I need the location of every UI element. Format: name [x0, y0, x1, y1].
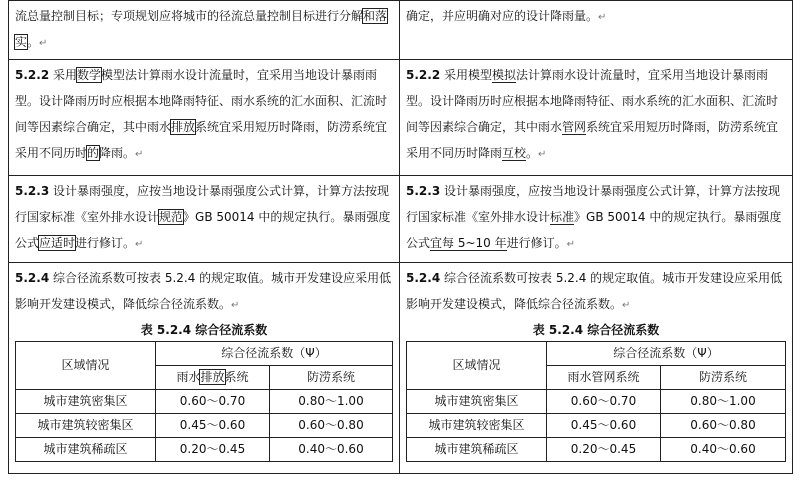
cell-new-5-2-3: 5.2.3 设计暴雨强度，应按当地设计暴雨强度公式计算，计算方法按现行国家标准《室外排水设计标准》GB 50014 中的规定执行。暴雨强度公式宜每 5~10 年进行修订。↵ — [400, 176, 793, 263]
header-coefficient: 综合径流系数（Ψ） — [156, 342, 393, 366]
clause-number: 5.2.4 — [15, 271, 50, 285]
row-1 — [9, 1, 793, 60]
changed-word: 模拟 — [492, 68, 517, 82]
cell-flood: 0.80～1.00 — [661, 390, 786, 414]
changed-word: 标准 — [550, 210, 575, 224]
clause-text: 法计算雨水设计流量时，宜采用当地设计暴雨雨型。设计降雨历时应根据本地降雨特征、雨水系统的汇水面积、汇流时间等因素综合确定，其中雨水 — [406, 68, 779, 134]
old-text-end: 。 — [27, 35, 40, 49]
cell-old-5-2-2: 5.2.2 采用数学模型法计算雨水设计流量时，宜采用当地设计暴雨雨型。设计降雨历时应根据本地降雨特征、雨水系统的汇水面积、汇流时间等因素综合确定，其中雨水排放系统宜采用短历时降雨，防涝系统宜采用不同历时的降雨。↵ — [9, 60, 400, 176]
cell-area: 城市建筑密集区 — [407, 390, 547, 414]
cell-old-5-2-4: 5.2.4 综合径流系数可按表 5.2.4 的规定取值。城市开发建设应采用低影响开发建设模式，降低综合径流系数。↵ 表 5.2.4 综合径流系数 区域情况 综合径流系数（Ψ） 雨水排放系统 防涝系统 城市建筑密集区 0.60～0.70 0.80～1.00 城市建筑较密集区 0.45～0.60 0.60～0.80 城市建筑稀疏区 0.20～0.45 0.40～0.60 — [9, 263, 400, 474]
header-flood-system: 防涝系统 — [661, 366, 786, 390]
changed-word: 数学 — [77, 68, 102, 82]
clause-text: 综合径流系数可按表 5.2.4 的规定取值。城市开发建设应采用低影响开发建设模式，降低综合径流系数。 — [406, 271, 783, 311]
clause-text: 降雨。 — [99, 146, 136, 160]
changed-word: 的 — [87, 146, 100, 160]
clause-text: 采用 — [53, 68, 78, 82]
clause-text: 进行修订。 — [506, 236, 567, 250]
changed-word: 宜每 5~10 年 — [430, 236, 507, 250]
cell-rain: 0.45～0.60 — [156, 414, 270, 438]
cell-rain: 0.20～0.45 — [547, 438, 661, 462]
clause-text: 综合径流系数可按表 5.2.4 的规定取值。城市开发建设应采用低影响开发建设模式，降低综合径流系数。 — [15, 271, 392, 311]
clause-text: 系统宜采用短历时降雨，防涝系统宜采用不同历时 — [15, 120, 388, 160]
changed-word: 排放 — [200, 370, 225, 384]
clause-number: 5.2.3 — [15, 184, 50, 198]
cell-flood: 0.80～1.00 — [270, 390, 393, 414]
clause-text: 系统宜采用短历时降雨，防涝系统宜采用不同历时降雨 — [406, 120, 779, 160]
clause-text: 。 — [526, 146, 539, 160]
cell-rain: 0.60～0.70 — [156, 390, 270, 414]
changed-word: 管网 — [562, 120, 587, 134]
clause-text: 进行修订。 — [75, 236, 136, 250]
cell-area: 城市建筑稀疏区 — [16, 438, 156, 462]
clause-text: 采用模型 — [444, 68, 493, 82]
clause-text: 模型法计算雨水设计流量时，宜采用当地设计暴雨雨型。设计降雨历时应根据本地降雨特征、雨水系统的汇水面积、汇流时间等因素综合确定，其中雨水 — [15, 68, 388, 134]
table-row — [407, 438, 786, 462]
old-text: 流总量控制目标；专项规划应将城市的径流总量控制目标进行分解 — [15, 9, 364, 23]
clause-text: 》GB 50014 中的规定执行。暴雨强度公式 — [15, 210, 391, 250]
clause-number: 5.2.4 — [406, 271, 441, 285]
header-coefficient: 综合径流系数（Ψ） — [547, 342, 786, 366]
table-row — [16, 390, 393, 414]
cell-flood: 0.60～0.80 — [270, 414, 393, 438]
cell-area: 城市建筑较密集区 — [407, 414, 547, 438]
cell-new-5-2-4: 5.2.4 综合径流系数可按表 5.2.4 的规定取值。城市开发建设应采用低影响开发建设模式，降低综合径流系数。↵ 表 5.2.4 综合径流系数 区域情况 综合径流系数（Ψ） 雨水管网系统 防涝系统 城市建筑密集区 0.60～0.70 0.80～1.00 城市建筑较密集区 0.45～0.60 0.60～0.80 城市建筑稀疏区 0.20～0.45 0.40～0.60 — [400, 263, 793, 474]
runoff-coefficient-table — [15, 341, 393, 462]
cell-new-1: 确定，并应明确对应的设计降雨量。↵ — [400, 1, 793, 60]
clause-text: 设计暴雨强度，应按当地设计暴雨强度公式计算，计算方法按现行国家标准《室外排水设计 — [15, 184, 390, 224]
changed-word: 规范 — [159, 210, 184, 224]
row-5-2-3 — [9, 176, 793, 263]
clause-text: 》GB 50014 中的规定执行。暴雨强度公式 — [406, 210, 782, 250]
cell-rain: 0.20～0.45 — [156, 438, 270, 462]
row-5-2-4 — [9, 263, 793, 474]
changed-word: 应适时 — [39, 236, 76, 250]
old-text-highlight: 和落实 — [15, 9, 388, 49]
header-flood-system: 防涝系统 — [270, 366, 393, 390]
table-row — [16, 414, 393, 438]
clause-text: 设计暴雨强度，应按当地设计暴雨强度公式计算，计算方法按现行国家标准《室外排水设计 — [406, 184, 781, 224]
table-row — [16, 438, 393, 462]
changed-word: 互校 — [502, 146, 527, 160]
comparison-table — [8, 0, 793, 474]
table-row — [407, 390, 786, 414]
cell-new-5-2-2: 5.2.2 采用模型模拟法计算雨水设计流量时，宜采用当地设计暴雨雨型。设计降雨历时应根据本地降雨特征、雨水系统的汇水面积、汇流时间等因素综合确定，其中雨水管网系统宜采用短历时降雨，防涝系统宜采用不同历时降雨互校。↵ — [400, 60, 793, 176]
row-5-2-2 — [9, 60, 793, 176]
runoff-coefficient-table — [406, 341, 786, 462]
cell-rain: 0.60～0.70 — [547, 390, 661, 414]
header-rain-system: 雨水管网系统 — [547, 366, 661, 390]
header-text: 系统 — [224, 370, 249, 384]
header-text: 雨水 — [176, 370, 201, 384]
cell-rain: 0.45～0.60 — [547, 414, 661, 438]
cell-old-1: 流总量控制目标；专项规划应将城市的径流总量控制目标进行分解和落实。↵ — [9, 1, 400, 60]
cell-flood: 0.40～0.60 — [270, 438, 393, 462]
cell-area: 城市建筑较密集区 — [16, 414, 156, 438]
clause-number: 5.2.2 — [15, 68, 50, 82]
changed-word: 排放 — [171, 120, 196, 134]
table-caption: 表 5.2.4 综合径流系数 — [532, 323, 660, 337]
header-rain-system — [156, 366, 270, 390]
new-text: 确定，并应明确对应的设计降雨量。 — [406, 9, 599, 23]
header-area: 区域情况 — [16, 342, 156, 390]
cell-flood: 0.60～0.80 — [661, 414, 786, 438]
table-row — [407, 414, 786, 438]
header-area: 区域情况 — [407, 342, 547, 390]
table-caption: 表 5.2.4 综合径流系数 — [140, 323, 268, 337]
cell-old-5-2-3: 5.2.3 设计暴雨强度，应按当地设计暴雨强度公式计算，计算方法按现行国家标准《室外排水设计规范》GB 50014 中的规定执行。暴雨强度公式应适时进行修订。↵ — [9, 176, 400, 263]
clause-number: 5.2.2 — [406, 68, 441, 82]
cell-area: 城市建筑密集区 — [16, 390, 156, 414]
cell-area: 城市建筑稀疏区 — [407, 438, 547, 462]
cell-flood: 0.40～0.60 — [661, 438, 786, 462]
clause-number: 5.2.3 — [406, 184, 441, 198]
